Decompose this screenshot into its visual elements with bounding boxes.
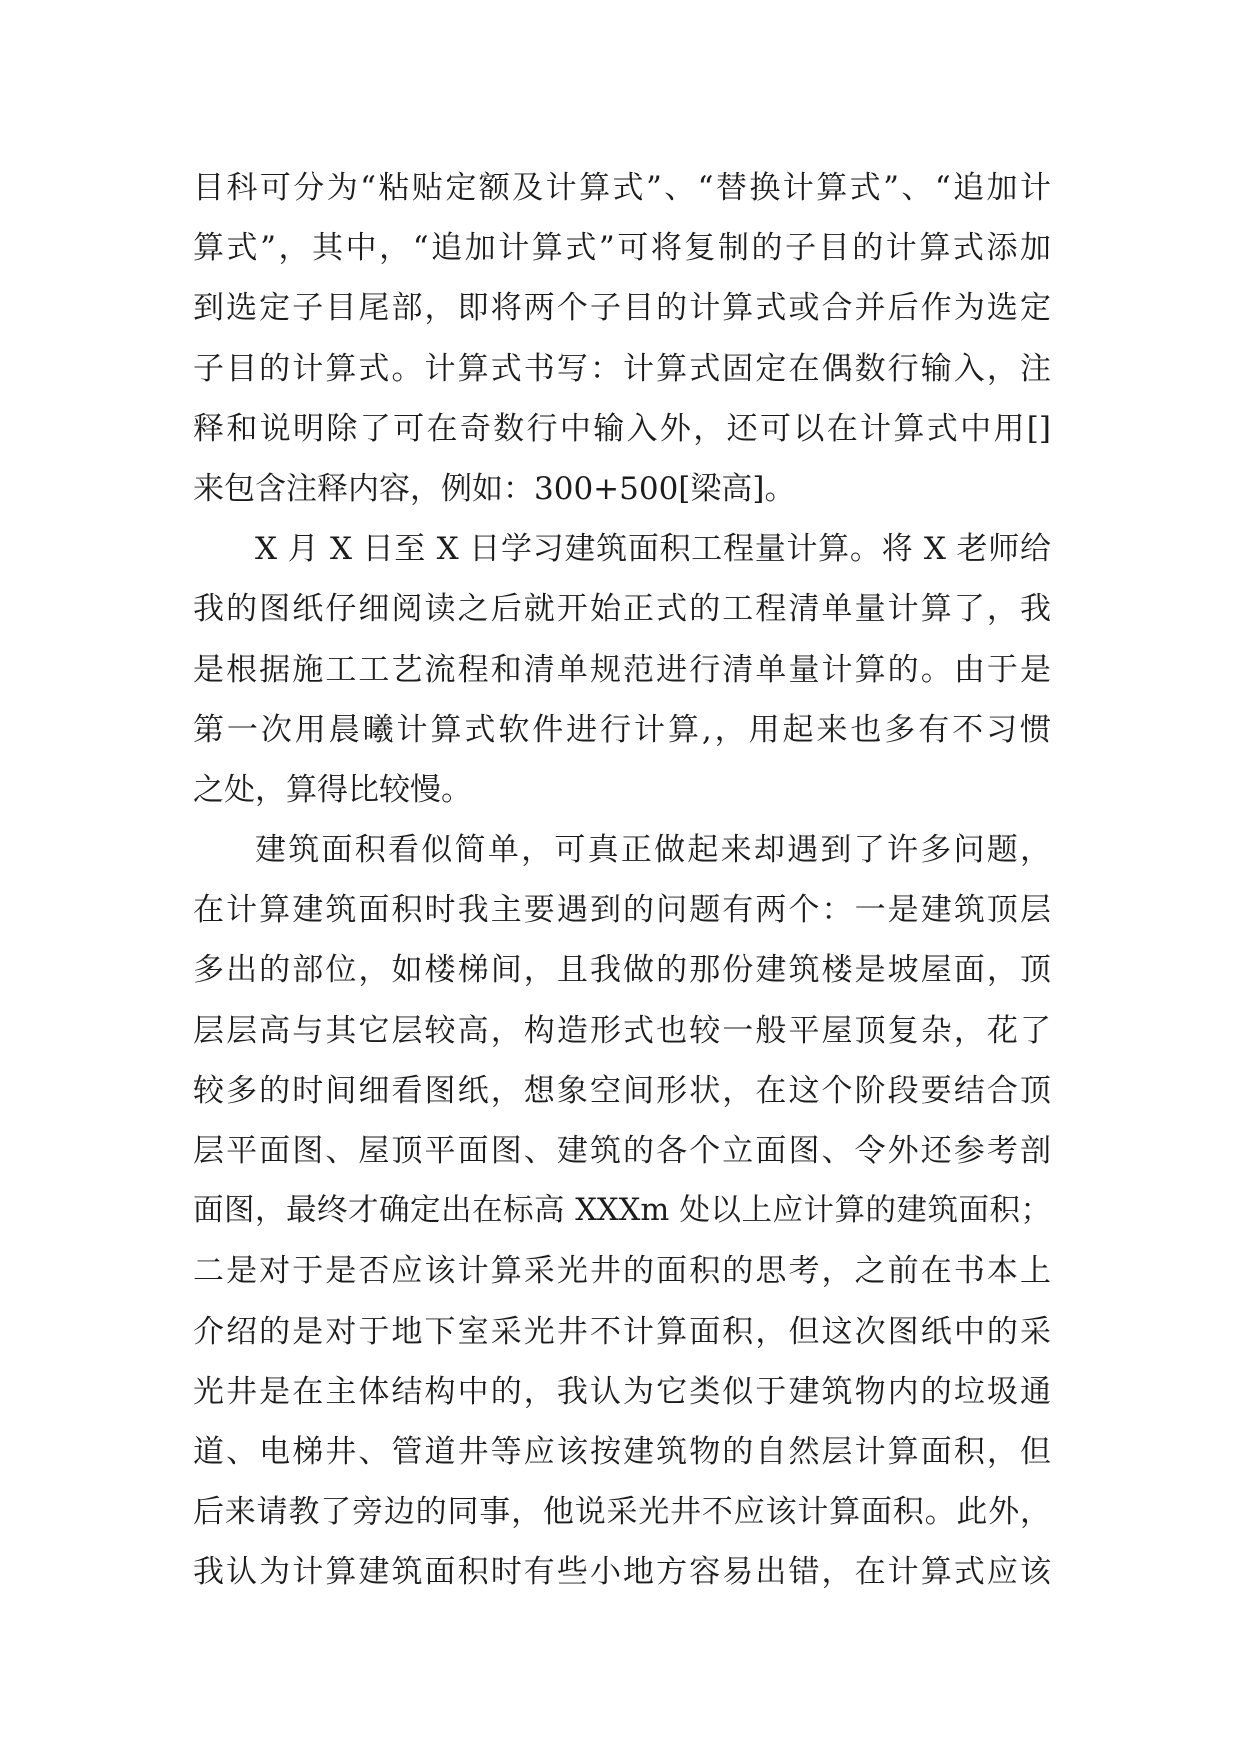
text-line: 较多的时间细看图纸，想象空间形状，在这个阶段要结合顶 [193,1072,1051,1109]
text-line: 介绍的是对于地下室采光井不计算面积，但这次图纸中的采 [193,1313,1051,1350]
text-line: 层层高与其它层较高，构造形式也较一般平屋顶复杂，花了 [193,1012,1051,1049]
text-line: 建筑面积看似简单，可真正做起来却遇到了许多问题， [255,832,1051,869]
text-line: 之处，算得比较慢。 [193,771,472,808]
document-body [193,158,1051,1603]
text-line: 二是对于是否应该计算采光井的面积的思考，之前在书本上 [193,1253,1051,1290]
text-line: 在计算建筑面积时我主要遇到的问题有两个：一是建筑顶层 [193,892,1051,929]
text-line: 光井是在主体结构中的，我认为它类似于建筑物内的垃圾通 [193,1373,1051,1410]
text-line: 子目的计算式。计算式书写：计算式固定在偶数行输入，注 [193,350,1051,387]
text-line: X 月 X 日至 X 日学习建筑面积工程量计算。将 X 老师给 [255,531,1051,568]
text-line: 后来请教了旁边的同事，他说采光井不应该计算面积。此外， [193,1494,1051,1531]
paragraph-building-area-study [193,519,1051,820]
text-line: 释和说明除了可在奇数行中输入外，还可以在计算式中用[] [193,410,1051,447]
text-line: 目科可分为“粘贴定额及计算式”、“替换计算式”、“追加计 [193,170,1051,206]
text-line: 我认为计算建筑面积时有些小地方容易出错，在计算式应该 [193,1554,1051,1591]
text-line: 到选定子目尾部，即将两个子目的计算式或合并后作为选定 [193,290,1051,327]
text-line: 我的图纸仔细阅读之后就开始正式的工程清单量计算了，我 [193,591,1051,628]
text-line: 是根据施工工艺流程和清单规范进行清单量计算的。由于是 [193,651,1051,688]
text-line: 面图，最终才确定出在标高 XXXm 处以上应计算的建筑面积； [193,1193,1051,1229]
text-line: 算式”，其中，“追加计算式”可将复制的子目的计算式添加 [193,230,1051,267]
paragraph-software-formulas [193,158,1051,519]
text-line: 第一次用晨曦计算式软件进行计算,，用起来也多有不习惯 [193,711,1051,748]
paragraph-building-area-problems [193,820,1051,1602]
text-line: 来包含注释内容，例如：300+500[梁高]。 [193,470,796,507]
text-line: 层平面图、屋顶平面图、建筑的各个立面图、令外还参考剖 [193,1133,1051,1169]
text-line: 道、电梯井、管道井等应该按建筑物的自然层计算面积，但 [193,1433,1051,1470]
text-line: 多出的部位，如楼梯间，且我做的那份建筑楼是坡屋面，顶 [193,952,1051,989]
